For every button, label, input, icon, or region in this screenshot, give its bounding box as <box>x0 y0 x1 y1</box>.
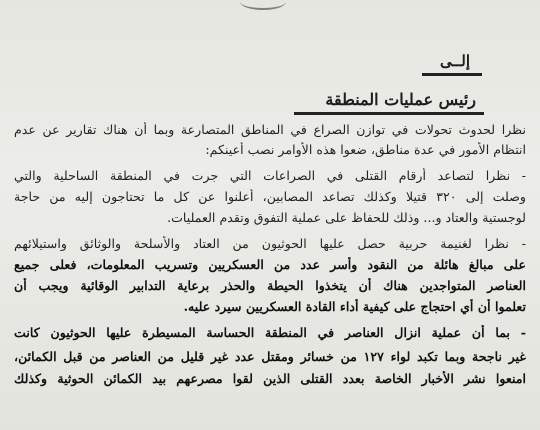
body-line-11: غير ناجحة وبما تكبد لواء ١٢٧ من خسائر ومقتل عدد غير قليل من العناصر من قبل الكمائن، <box>14 349 526 364</box>
body-line-12: امنعوا نشر الأخبار الخاصة بعدد القتلى الذين لقوا مصرعهم بيد الكمائن الحوثية وكذلك <box>14 371 526 386</box>
body-line-10: - بما أن عملية انزال العناصر في المنطقة الحساسة المسيطرة عليها الحوثيون كانت <box>14 325 526 340</box>
body-line-6: - نظرا لغنيمة حربية حصل عليها الحوثيون من العتاد والأسلحة والوثائق واستيلائهم <box>14 236 526 251</box>
recipient-label: إلــى <box>439 52 470 70</box>
body-line-9: تعلموا أن أي احتجاج على كيفية أداء القادة العسكريين سيرد عليه. <box>183 299 526 314</box>
letterhead-mark <box>240 0 286 10</box>
body-line-5: لوجستية والعتاد و... وذلك للحفاظ على عملية التفوق وتقدم العمليات. <box>167 210 526 225</box>
recipient-underline <box>422 73 482 76</box>
addressee-underline <box>294 112 484 115</box>
body-line-2: انتظام الأمور في عدة مناطق، ضعوا هذه الأوامر نصب أعينكم: <box>205 142 526 157</box>
body-line-3: - نظرا لتصاعد أرقام القتلى في الصراعات التي جرت في المنطقة الساحلية والتي <box>14 168 526 183</box>
body-line-4: وصلت إلى ٣٢٠ قتيلا وكذلك تصاعد المصابين، أعلنوا عن كل ما تحتاجون إليه من حاجة <box>14 189 526 204</box>
body-line-7: على مبالغ هائلة من النقود وأسر عدد من العسكريين وتسريب المعلومات، فعلى جميع <box>14 257 526 272</box>
body-line-8: العناصر المتواجدين هناك أن يتخذوا الحيطة والحذر برعاية التدابير الوقائية ويجب أن <box>14 278 526 293</box>
addressee-title: رئيس عمليات المنطقة <box>325 90 476 109</box>
body-line-1: نظرا لحدوث تحولات في توازن الصراع في المناطق المتصارعة وبما أن هناك تقارير عن عدم <box>14 122 526 137</box>
